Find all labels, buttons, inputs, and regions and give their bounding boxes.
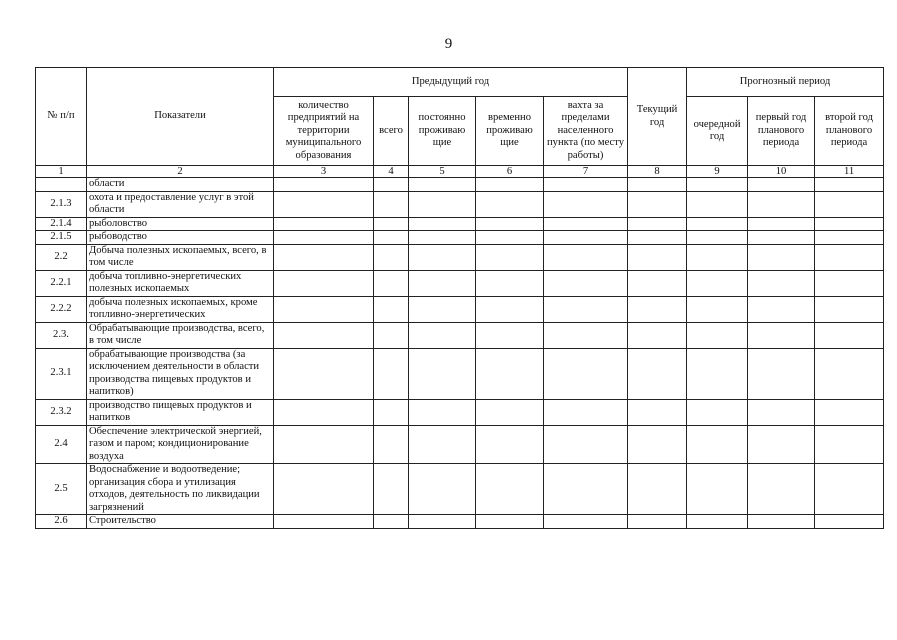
value-cell[interactable] xyxy=(748,296,815,322)
value-cell[interactable] xyxy=(815,348,884,399)
value-cell[interactable] xyxy=(409,270,476,296)
value-cell[interactable] xyxy=(274,270,374,296)
table-row xyxy=(36,270,884,296)
value-cell[interactable] xyxy=(628,178,687,192)
value-cell[interactable] xyxy=(687,348,748,399)
value-cell[interactable] xyxy=(815,217,884,231)
row-code: 2.2.1 xyxy=(36,270,87,296)
header-forecast-period: Прогнозный период xyxy=(687,68,884,97)
value-cell[interactable] xyxy=(409,399,476,425)
value-cell[interactable] xyxy=(544,348,628,399)
table-row xyxy=(36,515,884,529)
value-cell[interactable] xyxy=(628,231,687,245)
value-cell[interactable] xyxy=(544,231,628,245)
value-cell[interactable] xyxy=(544,217,628,231)
value-cell[interactable] xyxy=(628,348,687,399)
value-cell[interactable] xyxy=(687,296,748,322)
row-code: 2.2 xyxy=(36,244,87,270)
value-cell[interactable] xyxy=(374,425,409,464)
row-label: области xyxy=(87,178,274,192)
value-cell[interactable] xyxy=(476,515,544,529)
value-cell[interactable] xyxy=(815,270,884,296)
value-cell[interactable] xyxy=(274,425,374,464)
value-cell[interactable] xyxy=(476,191,544,217)
page-number: 9 xyxy=(444,36,453,52)
header-enterprises-count: количество предприятий на территории муниципального образования xyxy=(274,97,374,166)
row-label: рыбоводство xyxy=(87,231,274,245)
value-cell[interactable] xyxy=(544,244,628,270)
header-permanent-residents: постоянно проживаю щие xyxy=(409,97,476,166)
header-prev-year: Предыдущий год xyxy=(274,68,628,97)
row-code: 2.6 xyxy=(36,515,87,529)
value-cell[interactable] xyxy=(476,296,544,322)
value-cell[interactable] xyxy=(748,270,815,296)
value-cell[interactable] xyxy=(374,178,409,192)
value-cell[interactable] xyxy=(815,399,884,425)
value-cell[interactable] xyxy=(274,244,374,270)
value-cell[interactable] xyxy=(544,515,628,529)
value-cell[interactable] xyxy=(409,348,476,399)
row-label: охота и предоставление услуг в этой области xyxy=(87,191,274,217)
value-cell[interactable] xyxy=(748,464,815,515)
value-cell[interactable] xyxy=(409,191,476,217)
value-cell[interactable] xyxy=(374,515,409,529)
header-first-plan-year: первый год планового периода xyxy=(748,97,815,166)
value-cell[interactable] xyxy=(815,244,884,270)
value-cell[interactable] xyxy=(274,231,374,245)
column-number: 7 xyxy=(544,166,628,178)
value-cell[interactable] xyxy=(748,217,815,231)
table-row xyxy=(36,231,884,245)
value-cell[interactable] xyxy=(544,270,628,296)
row-label: добыча полезных ископаемых, кроме топливно-энергетических xyxy=(87,296,274,322)
row-code: 2.4 xyxy=(36,425,87,464)
value-cell[interactable] xyxy=(815,191,884,217)
column-number: 2 xyxy=(87,166,274,178)
value-cell[interactable] xyxy=(476,217,544,231)
value-cell[interactable] xyxy=(544,425,628,464)
value-cell[interactable] xyxy=(748,322,815,348)
value-cell[interactable] xyxy=(815,178,884,192)
value-cell[interactable] xyxy=(476,425,544,464)
column-number: 11 xyxy=(815,166,884,178)
table-row xyxy=(36,296,884,322)
column-number: 4 xyxy=(374,166,409,178)
value-cell[interactable] xyxy=(815,425,884,464)
value-cell[interactable] xyxy=(687,464,748,515)
value-cell[interactable] xyxy=(748,178,815,192)
header-col-no: № п/п xyxy=(36,68,87,166)
row-code: 2.1.5 xyxy=(36,231,87,245)
row-code xyxy=(36,178,87,192)
value-cell[interactable] xyxy=(628,464,687,515)
column-number: 10 xyxy=(748,166,815,178)
value-cell[interactable] xyxy=(628,296,687,322)
value-cell[interactable] xyxy=(815,296,884,322)
value-cell[interactable] xyxy=(687,191,748,217)
value-cell[interactable] xyxy=(374,322,409,348)
value-cell[interactable] xyxy=(274,191,374,217)
value-cell[interactable] xyxy=(687,322,748,348)
value-cell[interactable] xyxy=(687,515,748,529)
value-cell[interactable] xyxy=(544,178,628,192)
row-label: Водоснабжение и водоотведение; организация сбора и утилизация отходов, деятельность по ликвидации загрязнений xyxy=(87,464,274,515)
header-second-plan-year: второй год планового периода xyxy=(815,97,884,166)
value-cell[interactable] xyxy=(748,348,815,399)
value-cell[interactable] xyxy=(687,244,748,270)
value-cell[interactable] xyxy=(409,322,476,348)
value-cell[interactable] xyxy=(476,178,544,192)
row-code: 2.1.3 xyxy=(36,191,87,217)
table-row xyxy=(36,348,884,399)
row-code: 2.3. xyxy=(36,322,87,348)
value-cell[interactable] xyxy=(628,425,687,464)
header-total: всего xyxy=(374,97,409,166)
table-row xyxy=(36,464,884,515)
table-row xyxy=(36,178,884,192)
value-cell[interactable] xyxy=(409,296,476,322)
value-cell[interactable] xyxy=(274,296,374,322)
column-number: 1 xyxy=(36,166,87,178)
value-cell[interactable] xyxy=(374,464,409,515)
value-cell[interactable] xyxy=(628,322,687,348)
table-row xyxy=(36,191,884,217)
value-cell[interactable] xyxy=(748,425,815,464)
value-cell[interactable] xyxy=(476,322,544,348)
column-number: 6 xyxy=(476,166,544,178)
row-code: 2.2.2 xyxy=(36,296,87,322)
value-cell[interactable] xyxy=(815,464,884,515)
value-cell[interactable] xyxy=(274,348,374,399)
value-cell[interactable] xyxy=(476,399,544,425)
value-cell[interactable] xyxy=(687,425,748,464)
value-cell[interactable] xyxy=(544,399,628,425)
header-col-indicators: Показатели xyxy=(87,68,274,166)
value-cell[interactable] xyxy=(815,515,884,529)
value-cell[interactable] xyxy=(374,191,409,217)
value-cell[interactable] xyxy=(748,515,815,529)
value-cell[interactable] xyxy=(409,178,476,192)
value-cell[interactable] xyxy=(748,244,815,270)
column-number-row xyxy=(36,166,884,178)
value-cell[interactable] xyxy=(544,322,628,348)
value-cell[interactable] xyxy=(409,231,476,245)
value-cell[interactable] xyxy=(476,348,544,399)
row-label: Обрабатывающие производства, всего, в том числе xyxy=(87,322,274,348)
value-cell[interactable] xyxy=(628,244,687,270)
value-cell[interactable] xyxy=(274,399,374,425)
value-cell[interactable] xyxy=(748,191,815,217)
value-cell[interactable] xyxy=(374,270,409,296)
value-cell[interactable] xyxy=(628,191,687,217)
header-current-year: Текущий год xyxy=(628,68,687,166)
value-cell[interactable] xyxy=(409,464,476,515)
value-cell[interactable] xyxy=(476,244,544,270)
table-row xyxy=(36,217,884,231)
table-row xyxy=(36,399,884,425)
value-cell[interactable] xyxy=(815,231,884,245)
row-label: Строительство xyxy=(87,515,274,529)
row-code: 2.5 xyxy=(36,464,87,515)
value-cell[interactable] xyxy=(476,231,544,245)
row-label: Обеспечение электрической энергией, газом и паром; кондиционирование воздуха xyxy=(87,425,274,464)
value-cell[interactable] xyxy=(374,399,409,425)
value-cell[interactable] xyxy=(374,244,409,270)
value-cell[interactable] xyxy=(748,399,815,425)
value-cell[interactable] xyxy=(374,348,409,399)
value-cell[interactable] xyxy=(628,515,687,529)
value-cell[interactable] xyxy=(628,399,687,425)
value-cell[interactable] xyxy=(374,296,409,322)
value-cell[interactable] xyxy=(374,231,409,245)
column-number: 3 xyxy=(274,166,374,178)
value-cell[interactable] xyxy=(687,270,748,296)
value-cell[interactable] xyxy=(687,178,748,192)
header-temporary-residents: временно проживаю щие xyxy=(476,97,544,166)
table-row xyxy=(36,244,884,270)
column-number: 5 xyxy=(409,166,476,178)
value-cell[interactable] xyxy=(409,425,476,464)
value-cell[interactable] xyxy=(815,322,884,348)
header-shift-workers: вахта за пределами населенного пункта (по месту работы) xyxy=(544,97,628,166)
value-cell[interactable] xyxy=(687,217,748,231)
value-cell[interactable] xyxy=(628,217,687,231)
column-number: 8 xyxy=(628,166,687,178)
value-cell[interactable] xyxy=(274,178,374,192)
value-cell[interactable] xyxy=(274,322,374,348)
row-code: 2.3.2 xyxy=(36,399,87,425)
row-code: 2.1.4 xyxy=(36,217,87,231)
table-row xyxy=(36,322,884,348)
row-label: добыча топливно-энергетических полезных ископаемых xyxy=(87,270,274,296)
row-label: производство пищевых продуктов и напитков xyxy=(87,399,274,425)
value-cell[interactable] xyxy=(274,515,374,529)
report-table xyxy=(35,67,884,529)
value-cell[interactable] xyxy=(476,464,544,515)
row-label: рыболовство xyxy=(87,217,274,231)
row-label: Добыча полезных ископаемых, всего, в том числе xyxy=(87,244,274,270)
value-cell[interactable] xyxy=(544,191,628,217)
row-code: 2.3.1 xyxy=(36,348,87,399)
value-cell[interactable] xyxy=(409,217,476,231)
value-cell[interactable] xyxy=(374,217,409,231)
value-cell[interactable] xyxy=(476,270,544,296)
value-cell[interactable] xyxy=(409,515,476,529)
column-number: 9 xyxy=(687,166,748,178)
value-cell[interactable] xyxy=(748,231,815,245)
value-cell[interactable] xyxy=(274,217,374,231)
value-cell[interactable] xyxy=(544,464,628,515)
row-label: обрабатывающие производства (за исключением деятельности в области производства пищевых продуктов и напитков) xyxy=(87,348,274,399)
table-row xyxy=(36,425,884,464)
value-cell[interactable] xyxy=(628,270,687,296)
value-cell[interactable] xyxy=(687,231,748,245)
header-next-year: очередной год xyxy=(687,97,748,166)
value-cell[interactable] xyxy=(544,296,628,322)
value-cell[interactable] xyxy=(409,244,476,270)
value-cell[interactable] xyxy=(687,399,748,425)
value-cell[interactable] xyxy=(274,464,374,515)
